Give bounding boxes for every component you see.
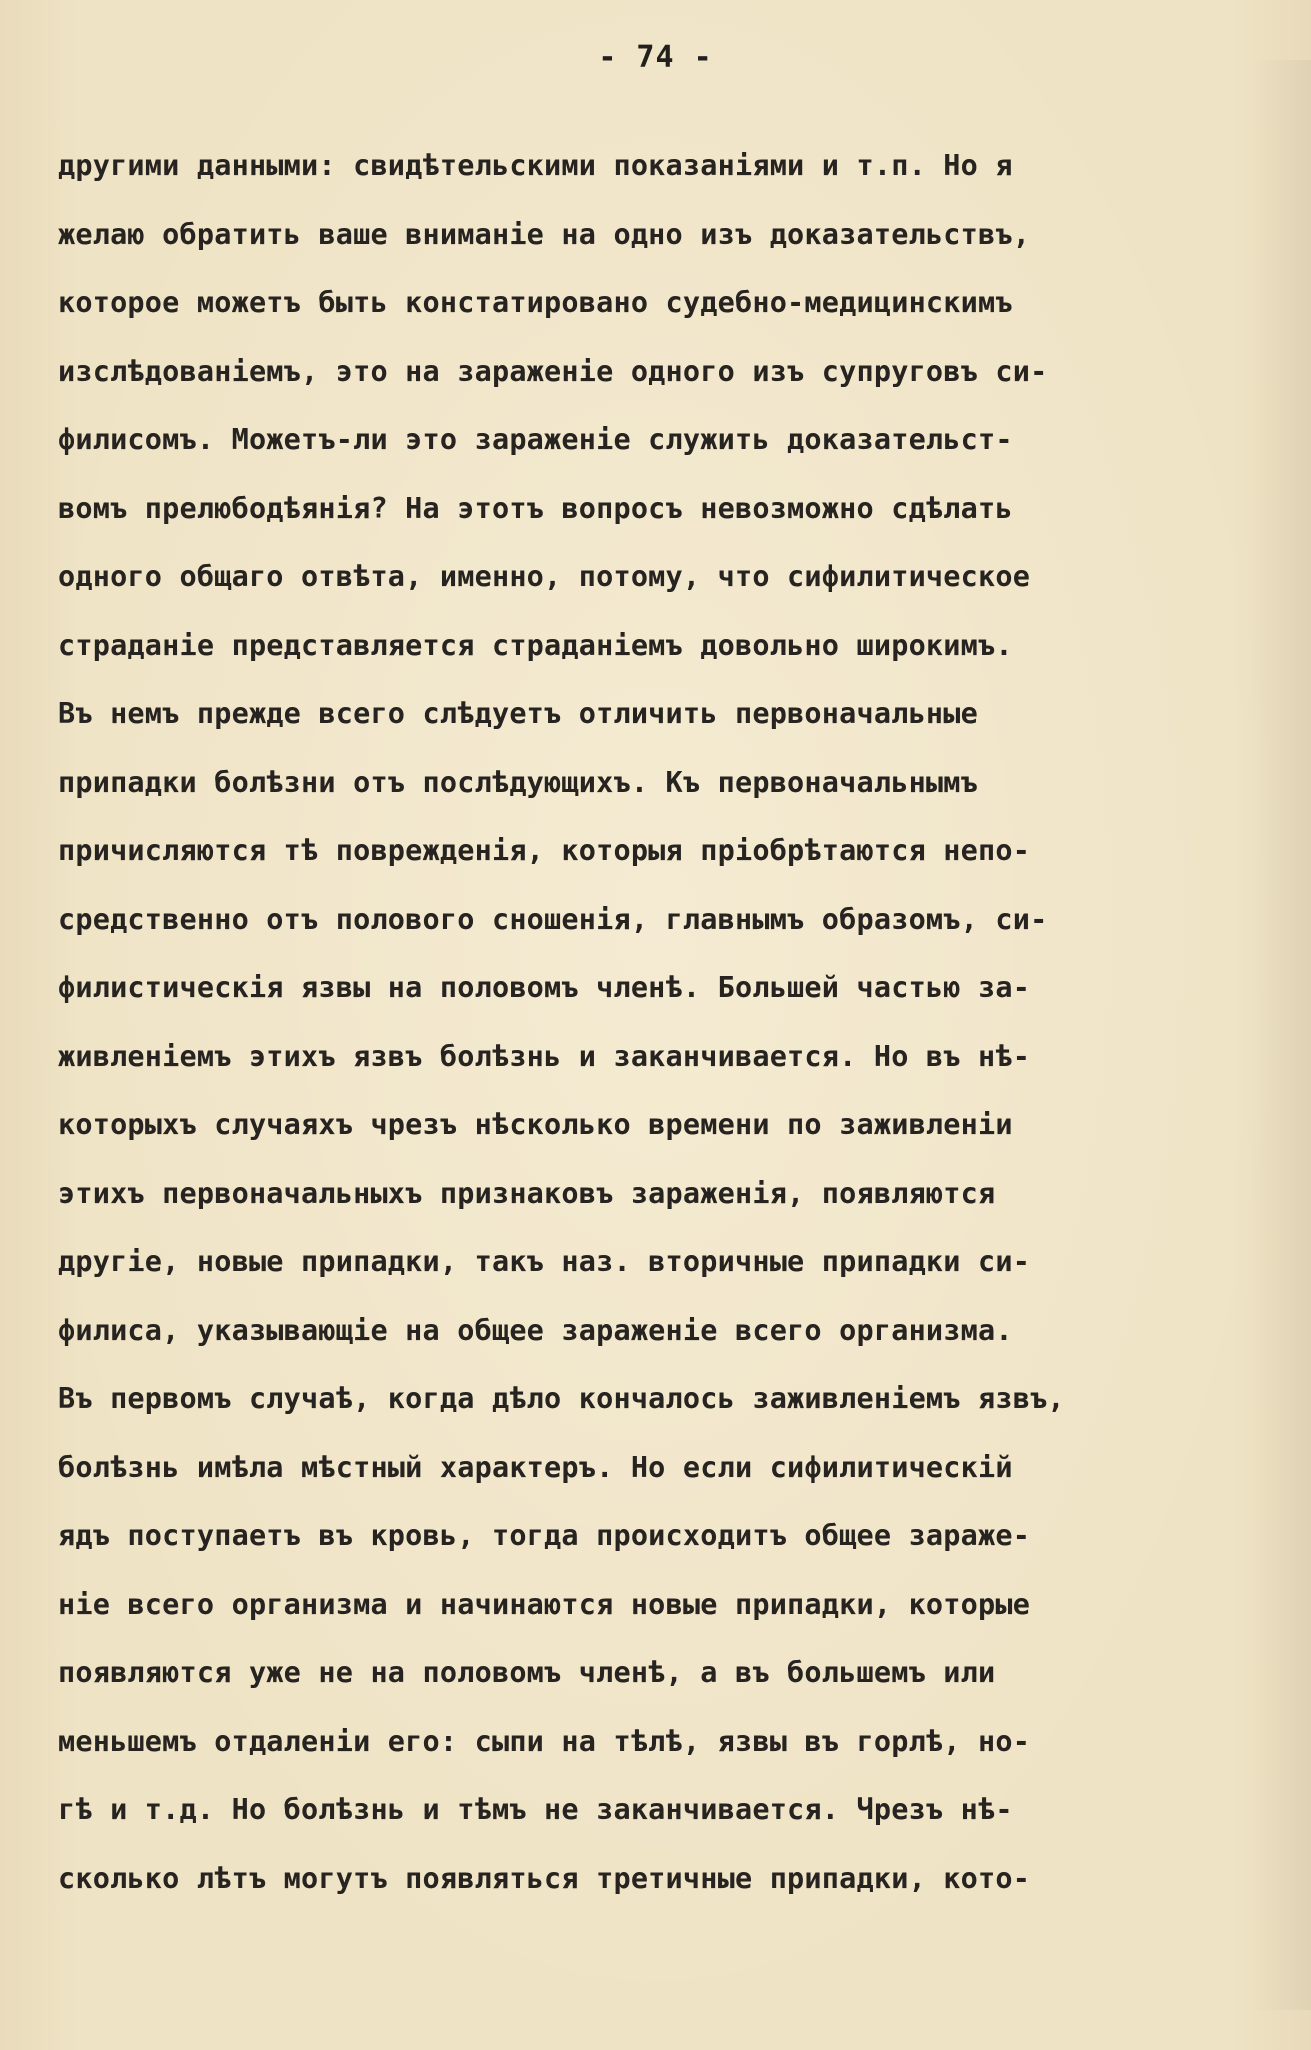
text-line: болѣзнь имѣла мѣстный характеръ. Но если сифилитическій [58,1450,1013,1484]
text-line: Въ первомъ случаѣ, когда дѣло кончалось заживленіемъ язвъ, [58,1382,1065,1415]
page-number: - 74 - [598,40,713,75]
text-line: другіе, новые припадки, такъ наз. вторичные припадки си- [58,1245,1031,1278]
text-line: филистическія язвы на половомъ членѣ. Большей частью за- [58,971,1031,1004]
text-line: причисляются тѣ поврежденія, которыя пріобрѣтаются непо- [58,834,1031,867]
text-line: Въ немъ прежде всего слѣдуетъ отличить первоначальные [58,697,978,730]
text-line: одного общаго отвѣта, именно, потому, что сифилитическое [58,560,1031,593]
text-line: которыхъ случаяхъ чрезъ нѣсколько времени по заживленіи [58,1108,1013,1141]
text-line: страданіе представляется страданіемъ довольно широкимъ. [58,628,1013,662]
text-line: припадки болѣзни отъ послѣдующихъ. Къ первоначальнымъ [58,765,978,799]
text-line: этихъ первоначальныхъ признаковъ зараженія, появляются [58,1176,996,1210]
text-line: ядъ поступаетъ въ кровь, тогда происходитъ общее зараже- [58,1519,1031,1552]
text-line: другими данными: свидѣтельскими показаніями и т.п. Но я [58,149,1013,182]
text-line: средственно отъ полового сношенія, главнымъ образомъ, си- [58,902,1048,936]
text-line: желаю обратить ваше вниманіе на одно изъ доказательствъ, [58,217,1031,251]
text-line: ніе всего организма и начинаются новые припадки, которые [58,1587,1031,1621]
text-line: гѣ и т.д. Но болѣзнь и тѣмъ не заканчивается. Чрезъ нѣ- [58,1793,1013,1826]
text-line: появляются уже не на половомъ членѣ, а въ большемъ или [58,1656,996,1689]
text-line: живленіемъ этихъ язвъ болѣзнь и заканчивается. Но въ нѣ- [58,1039,1031,1073]
text-line: которое можетъ быть констатировано судебно-медицинскимъ [58,286,1013,319]
text-line: сколько лѣтъ могутъ появляться третичные припадки, кото- [58,1861,1031,1895]
body-text [58,146,1283,1927]
text-line: меньшемъ отдаленіи его: сыпи на тѣлѣ, язвы въ горлѣ, но- [58,1724,1031,1758]
text-line: филисомъ. Можетъ-ли это зараженіе служить доказательст- [58,423,1013,456]
text-line: филиса, указывающіе на общее зараженіе всего организма. [58,1313,1013,1347]
text-line: изслѣдованіемъ, это на зараженіе одного изъ супруговъ си- [58,354,1048,388]
text-line: вомъ прелюбодѣянія? На этотъ вопросъ невозможно сдѣлать [58,491,1013,525]
